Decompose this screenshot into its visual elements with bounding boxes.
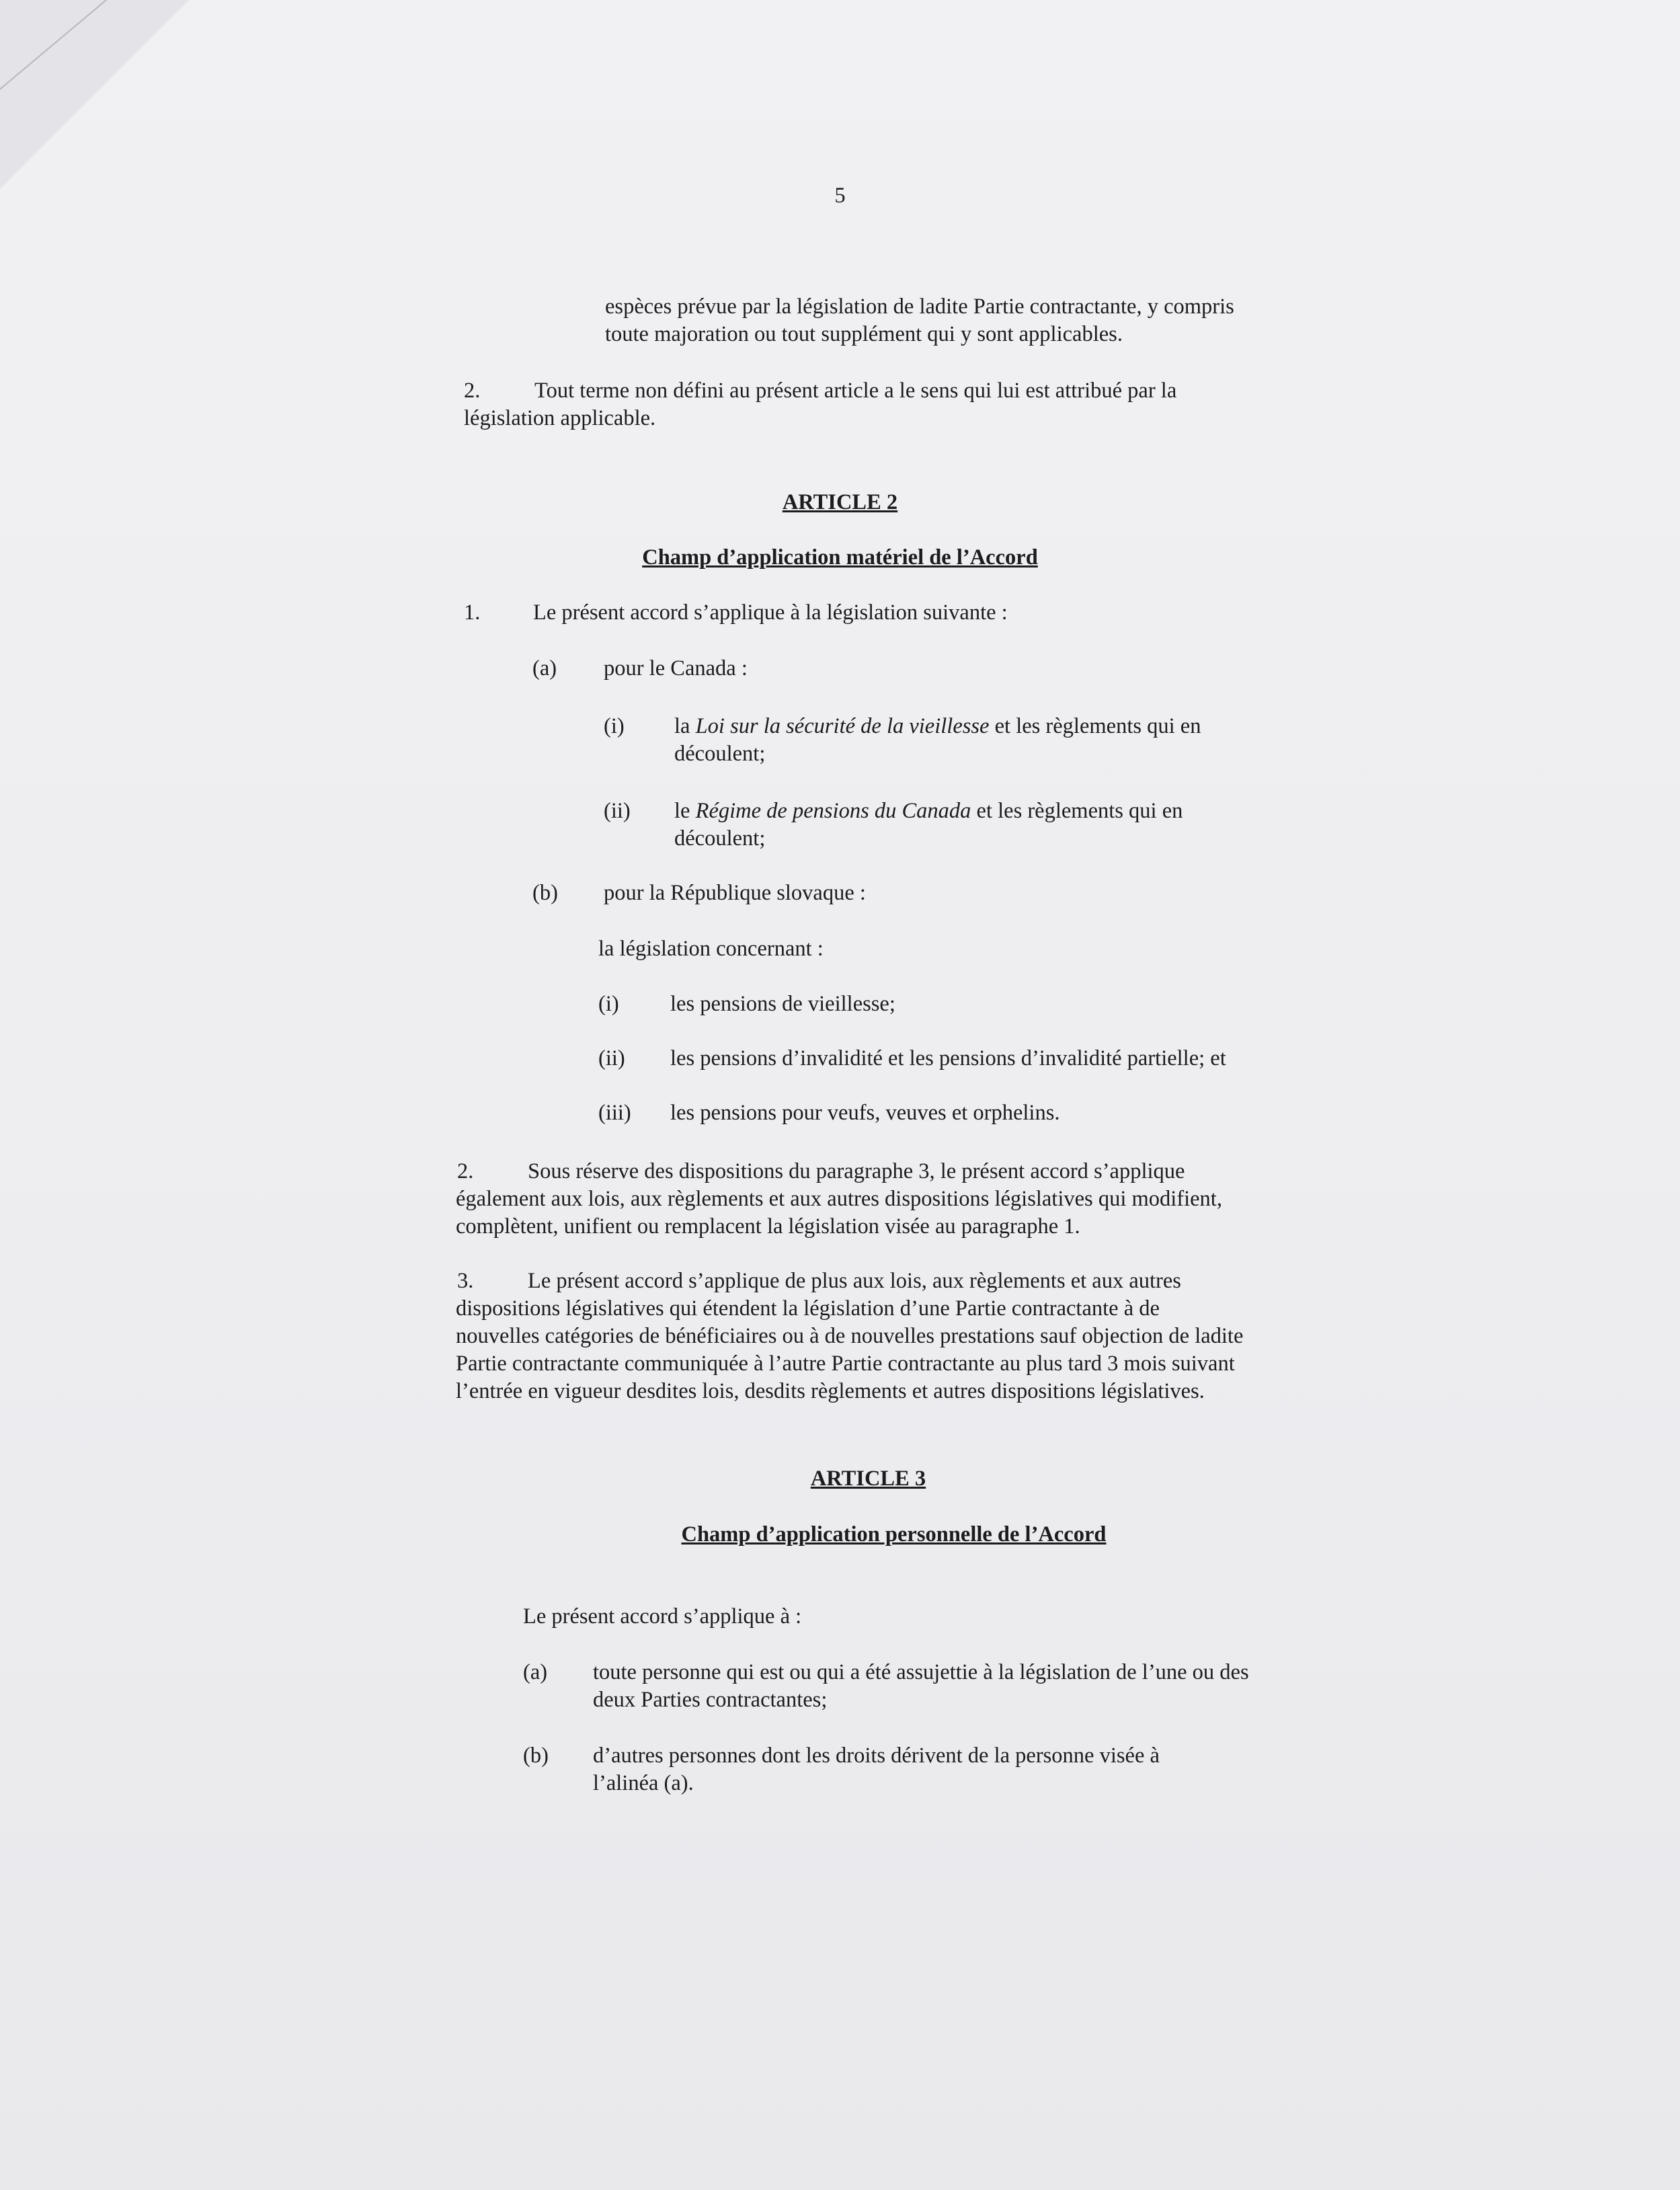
art3-item-b-line-1: d’autres personnes dont les droits dérivent de la personne visée à: [593, 1744, 1160, 1768]
art2-item-a-label: (a): [532, 656, 557, 680]
art2-item-a-i-line-1: la Loi sur la sécurité de la vieillesse et les règlements qui en: [674, 714, 1201, 738]
art2-item-b-ii-label: (ii): [598, 1046, 625, 1070]
art2-item-b-iii-text: les pensions pour veufs, veuves et orphelins.: [670, 1101, 1060, 1125]
art2-para-3-line-5: l’entrée en vigueur desdites lois, desdits règlements et autres dispositions législatives.: [456, 1379, 1205, 1403]
art3-item-a-line-2: deux Parties contractantes;: [593, 1688, 828, 1712]
art3-item-b-label: (b): [523, 1744, 549, 1768]
law-title-cpp: Régime de pensions du Canada: [695, 799, 971, 823]
article-3-heading: ARTICLE 3: [810, 1466, 926, 1491]
art2-item-b-i-label: (i): [598, 992, 619, 1016]
art3-item-a-label: (a): [523, 1660, 548, 1684]
art2-item-a-ii-label: (ii): [604, 799, 631, 823]
art2-item-a-ii-line-2: découlent;: [674, 826, 766, 851]
art2-item-a-ii-line-1: le Régime de pensions du Canada et les règlements qui en: [674, 799, 1183, 823]
article-2-heading: ARTICLE 2: [782, 490, 898, 514]
folded-corner: [0, 0, 195, 195]
art2-para-1-number: 1.: [464, 600, 481, 625]
art2-para-2-line-3: complètent, unifient ou remplacent la législation visée au paragraphe 1.: [456, 1214, 1080, 1239]
art2-para-3-line-2: dispositions législatives qui étendent la législation d’une Partie contractante à de: [456, 1296, 1160, 1321]
article-3-title: Champ d’application personnelle de l’Accord: [681, 1522, 1107, 1547]
continuation-line-1: espèces prévue par la législation de ladite Partie contractante, y compris: [605, 295, 1234, 319]
def-para-2-number: 2.: [464, 379, 481, 403]
art2-item-b-text: pour la République slovaque :: [604, 881, 866, 905]
continuation-line-2: toute majoration ou tout supplément qui y sont applicables.: [605, 322, 1123, 346]
art3-item-b-line-2: l’alinéa (a).: [593, 1771, 694, 1795]
art3-item-a-line-1: toute personne qui est ou qui a été assujettie à la législation de l’une ou des: [593, 1660, 1249, 1684]
art2-item-b-iii-label: (iii): [598, 1101, 631, 1125]
art2-para-2-number: 2.: [457, 1159, 474, 1183]
art2-para-2-line-2: également aux lois, aux règlements et aux autres dispositions législatives qui modifient,: [456, 1187, 1222, 1211]
art2-para-3-line-1: Le présent accord s’applique de plus aux lois, aux règlements et aux autres: [528, 1269, 1181, 1293]
art2-para-1-text: Le présent accord s’applique à la législation suivante :: [533, 600, 1008, 625]
art2-para-2-line-1: Sous réserve des dispositions du paragraphe 3, le présent accord s’applique: [528, 1159, 1185, 1183]
art2-para-3-line-3: nouvelles catégories de bénéficiaires ou à de nouvelles prestations sauf objection de ladite: [456, 1324, 1244, 1348]
art2-item-b-intro: la législation concernant :: [598, 937, 824, 961]
art2-item-a-i-label: (i): [604, 714, 625, 738]
art2-para-3-line-4: Partie contractante communiquée à l’autre Partie contractante au plus tard 3 mois suivant: [456, 1352, 1235, 1376]
art2-para-3-number: 3.: [457, 1269, 474, 1293]
art2-item-a-i-line-2: découlent;: [674, 742, 766, 766]
art2-item-b-ii-text: les pensions d’invalidité et les pensions d’invalidité partielle; et: [670, 1046, 1226, 1070]
article-2-title: Champ d’application matériel de l’Accord: [642, 545, 1038, 570]
def-para-2-line-2: législation applicable.: [464, 406, 656, 430]
def-para-2-line-1: Tout terme non défini au présent article a le sens qui lui est attribué par la: [534, 379, 1177, 403]
page-number: 5: [834, 184, 846, 208]
law-title-oas: Loi sur la sécurité de la vieillesse: [695, 714, 990, 738]
art2-item-b-i-text: les pensions de vieillesse;: [670, 992, 895, 1016]
art2-item-b-label: (b): [532, 881, 558, 905]
art2-item-a-text: pour le Canada :: [604, 656, 748, 680]
art3-intro: Le présent accord s’applique à :: [523, 1604, 802, 1629]
